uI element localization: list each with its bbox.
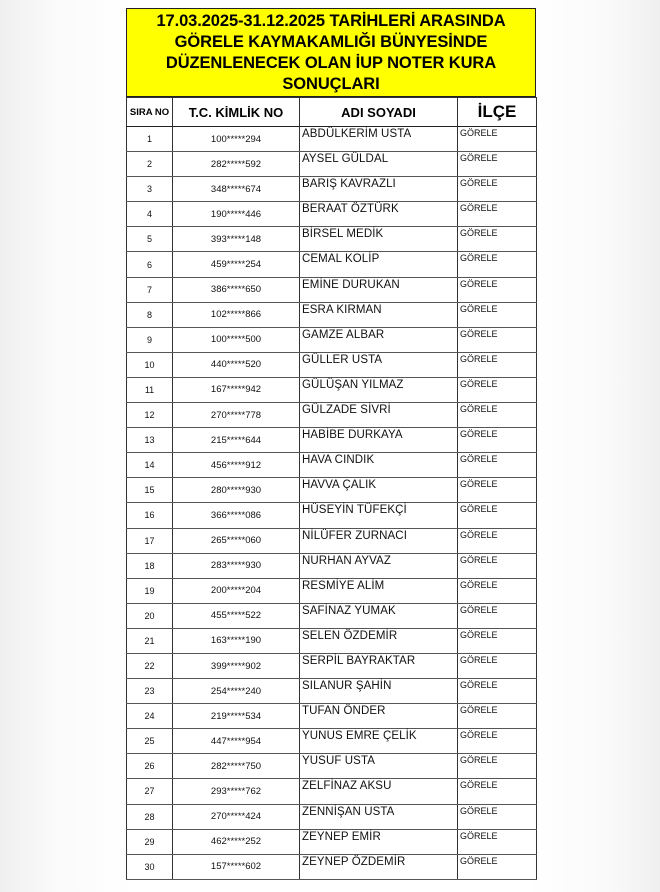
table-row <box>127 152 537 177</box>
cell-sira-no: 20 <box>127 603 173 628</box>
cell-ilce: GÖRELE <box>458 127 537 152</box>
cell-tc-kimlik-no: 348*****674 <box>173 177 300 202</box>
table-row <box>127 704 537 729</box>
cell-tc-kimlik-no: 163*****190 <box>173 628 300 653</box>
table-row <box>127 302 537 327</box>
cell-ilce: GÖRELE <box>458 152 537 177</box>
results-document <box>126 8 536 880</box>
table-row <box>127 202 537 227</box>
table-row <box>127 177 537 202</box>
cell-sira-no: 4 <box>127 202 173 227</box>
cell-sira-no: 30 <box>127 854 173 879</box>
cell-ilce: GÖRELE <box>458 679 537 704</box>
header-sira-no: SIRA NO <box>127 98 173 127</box>
cell-adi-soyadi: ZENNİŞAN USTA <box>300 804 458 829</box>
cell-adi-soyadi: RESMİYE ALİM <box>300 578 458 603</box>
table-row <box>127 603 537 628</box>
table-row <box>127 478 537 503</box>
cell-tc-kimlik-no: 282*****592 <box>173 152 300 177</box>
table-row <box>127 553 537 578</box>
cell-tc-kimlik-no: 100*****500 <box>173 327 300 352</box>
cell-tc-kimlik-no: 399*****902 <box>173 653 300 678</box>
cell-adi-soyadi: YUNUS EMRE ÇELİK <box>300 729 458 754</box>
cell-adi-soyadi: GÜLÜŞAN YILMAZ <box>300 377 458 402</box>
cell-tc-kimlik-no: 462*****252 <box>173 829 300 854</box>
cell-tc-kimlik-no: 447*****954 <box>173 729 300 754</box>
cell-tc-kimlik-no: 200*****204 <box>173 578 300 603</box>
cell-sira-no: 17 <box>127 528 173 553</box>
table-row <box>127 528 537 553</box>
document-title <box>156 11 505 95</box>
cell-adi-soyadi: BARIŞ KAVRAZLI <box>300 177 458 202</box>
cell-sira-no: 28 <box>127 804 173 829</box>
cell-ilce: GÖRELE <box>458 653 537 678</box>
table-row <box>127 403 537 428</box>
cell-ilce: GÖRELE <box>458 628 537 653</box>
cell-adi-soyadi: SELEN ÖZDEMİR <box>300 628 458 653</box>
cell-sira-no: 3 <box>127 177 173 202</box>
cell-sira-no: 1 <box>127 127 173 152</box>
cell-tc-kimlik-no: 100*****294 <box>173 127 300 152</box>
table-row <box>127 327 537 352</box>
title-line: SONUÇLARI <box>282 74 380 93</box>
cell-ilce: GÖRELE <box>458 854 537 879</box>
table-row <box>127 252 537 277</box>
header-tc-kimlik-no: T.C. KİMLİK NO <box>173 98 300 127</box>
cell-sira-no: 19 <box>127 578 173 603</box>
cell-sira-no: 6 <box>127 252 173 277</box>
cell-ilce: GÖRELE <box>458 503 537 528</box>
cell-ilce: GÖRELE <box>458 478 537 503</box>
table-row <box>127 854 537 879</box>
cell-tc-kimlik-no: 386*****650 <box>173 277 300 302</box>
cell-ilce: GÖRELE <box>458 754 537 779</box>
cell-adi-soyadi: GÜLLER USTA <box>300 352 458 377</box>
table-row <box>127 628 537 653</box>
table-row <box>127 779 537 804</box>
cell-tc-kimlik-no: 265*****060 <box>173 528 300 553</box>
table-row <box>127 503 537 528</box>
cell-tc-kimlik-no: 215*****644 <box>173 428 300 453</box>
cell-sira-no: 8 <box>127 302 173 327</box>
cell-tc-kimlik-no: 280*****930 <box>173 478 300 503</box>
title-banner <box>126 8 536 97</box>
cell-sira-no: 27 <box>127 779 173 804</box>
cell-adi-soyadi: NİLÜFER ZURNACI <box>300 528 458 553</box>
cell-adi-soyadi: NURHAN AYVAZ <box>300 553 458 578</box>
cell-sira-no: 10 <box>127 352 173 377</box>
title-line: DÜZENLENECEK OLAN İUP NOTER KURA <box>165 53 497 72</box>
cell-adi-soyadi: SERPİL BAYRAKTAR <box>300 653 458 678</box>
cell-sira-no: 11 <box>127 377 173 402</box>
header-adi-soyadi: ADI SOYADI <box>300 98 458 127</box>
results-table <box>126 97 537 880</box>
cell-ilce: GÖRELE <box>458 277 537 302</box>
cell-adi-soyadi: TUFAN ÖNDER <box>300 704 458 729</box>
cell-sira-no: 16 <box>127 503 173 528</box>
cell-ilce: GÖRELE <box>458 202 537 227</box>
table-row <box>127 754 537 779</box>
cell-tc-kimlik-no: 393*****148 <box>173 227 300 252</box>
cell-sira-no: 24 <box>127 704 173 729</box>
cell-adi-soyadi: EMİNE DURUKAN <box>300 277 458 302</box>
cell-adi-soyadi: BERAAT ÖZTÜRK <box>300 202 458 227</box>
cell-sira-no: 29 <box>127 829 173 854</box>
table-row <box>127 127 537 152</box>
cell-adi-soyadi: ESRA KIRMAN <box>300 302 458 327</box>
cell-ilce: GÖRELE <box>458 704 537 729</box>
cell-adi-soyadi: HAVA CINDIK <box>300 453 458 478</box>
table-row <box>127 352 537 377</box>
cell-ilce: GÖRELE <box>458 403 537 428</box>
cell-ilce: GÖRELE <box>458 578 537 603</box>
cell-tc-kimlik-no: 440*****520 <box>173 352 300 377</box>
cell-tc-kimlik-no: 456*****912 <box>173 453 300 478</box>
cell-sira-no: 12 <box>127 403 173 428</box>
cell-ilce: GÖRELE <box>458 553 537 578</box>
cell-adi-soyadi: GÜLZADE SİVRİ <box>300 403 458 428</box>
header-ilce: İLÇE <box>458 98 537 127</box>
cell-adi-soyadi: ZELFİNAZ AKSU <box>300 779 458 804</box>
cell-ilce: GÖRELE <box>458 428 537 453</box>
cell-ilce: GÖRELE <box>458 327 537 352</box>
cell-tc-kimlik-no: 190*****446 <box>173 202 300 227</box>
table-row <box>127 453 537 478</box>
table-row <box>127 679 537 704</box>
cell-ilce: GÖRELE <box>458 227 537 252</box>
table-row <box>127 653 537 678</box>
cell-ilce: GÖRELE <box>458 603 537 628</box>
table-header-row <box>127 98 537 127</box>
table-row <box>127 428 537 453</box>
cell-ilce: GÖRELE <box>458 252 537 277</box>
table-row <box>127 227 537 252</box>
cell-adi-soyadi: GAMZE ALBAR <box>300 327 458 352</box>
cell-ilce: GÖRELE <box>458 779 537 804</box>
table-row <box>127 377 537 402</box>
table-row <box>127 729 537 754</box>
table-row <box>127 277 537 302</box>
cell-adi-soyadi: SAFİNAZ YUMAK <box>300 603 458 628</box>
table-body <box>127 127 537 880</box>
cell-tc-kimlik-no: 270*****424 <box>173 804 300 829</box>
cell-ilce: GÖRELE <box>458 829 537 854</box>
cell-sira-no: 25 <box>127 729 173 754</box>
cell-ilce: GÖRELE <box>458 453 537 478</box>
cell-ilce: GÖRELE <box>458 528 537 553</box>
cell-tc-kimlik-no: 459*****254 <box>173 252 300 277</box>
cell-tc-kimlik-no: 167*****942 <box>173 377 300 402</box>
cell-sira-no: 21 <box>127 628 173 653</box>
cell-sira-no: 18 <box>127 553 173 578</box>
cell-sira-no: 15 <box>127 478 173 503</box>
cell-sira-no: 2 <box>127 152 173 177</box>
cell-sira-no: 9 <box>127 327 173 352</box>
cell-sira-no: 14 <box>127 453 173 478</box>
cell-adi-soyadi: ZEYNEP ÖZDEMİR <box>300 854 458 879</box>
cell-sira-no: 26 <box>127 754 173 779</box>
cell-ilce: GÖRELE <box>458 177 537 202</box>
cell-ilce: GÖRELE <box>458 302 537 327</box>
cell-tc-kimlik-no: 282*****750 <box>173 754 300 779</box>
cell-sira-no: 5 <box>127 227 173 252</box>
cell-ilce: GÖRELE <box>458 729 537 754</box>
cell-sira-no: 7 <box>127 277 173 302</box>
cell-adi-soyadi: HAVVA ÇALIK <box>300 478 458 503</box>
cell-adi-soyadi: ZEYNEP EMİR <box>300 829 458 854</box>
cell-sira-no: 22 <box>127 653 173 678</box>
cell-tc-kimlik-no: 455*****522 <box>173 603 300 628</box>
cell-adi-soyadi: CEMAL KOLİP <box>300 252 458 277</box>
cell-adi-soyadi: HÜSEYİN TÜFEKÇİ <box>300 503 458 528</box>
cell-tc-kimlik-no: 270*****778 <box>173 403 300 428</box>
cell-tc-kimlik-no: 293*****762 <box>173 779 300 804</box>
cell-tc-kimlik-no: 157*****602 <box>173 854 300 879</box>
cell-adi-soyadi: AYSEL GÜLDAL <box>300 152 458 177</box>
cell-adi-soyadi: HABİBE DURKAYA <box>300 428 458 453</box>
cell-tc-kimlik-no: 283*****930 <box>173 553 300 578</box>
table-row <box>127 804 537 829</box>
cell-sira-no: 13 <box>127 428 173 453</box>
table-row <box>127 578 537 603</box>
cell-tc-kimlik-no: 102*****866 <box>173 302 300 327</box>
cell-adi-soyadi: SILANUR ŞAHİN <box>300 679 458 704</box>
cell-tc-kimlik-no: 254*****240 <box>173 679 300 704</box>
title-line: GÖRELE KAYMAKAMLIĞI BÜNYESİNDE <box>174 32 488 51</box>
cell-tc-kimlik-no: 366*****086 <box>173 503 300 528</box>
cell-adi-soyadi: BİRSEL MEDİK <box>300 227 458 252</box>
title-line: 17.03.2025-31.12.2025 TARİHLERİ ARASINDA <box>156 11 506 30</box>
cell-adi-soyadi: YUSUF USTA <box>300 754 458 779</box>
cell-ilce: GÖRELE <box>458 377 537 402</box>
cell-ilce: GÖRELE <box>458 804 537 829</box>
table-row <box>127 829 537 854</box>
cell-ilce: GÖRELE <box>458 352 537 377</box>
cell-tc-kimlik-no: 219*****534 <box>173 704 300 729</box>
cell-adi-soyadi: ABDÜLKERİM USTA <box>300 127 458 152</box>
cell-sira-no: 23 <box>127 679 173 704</box>
